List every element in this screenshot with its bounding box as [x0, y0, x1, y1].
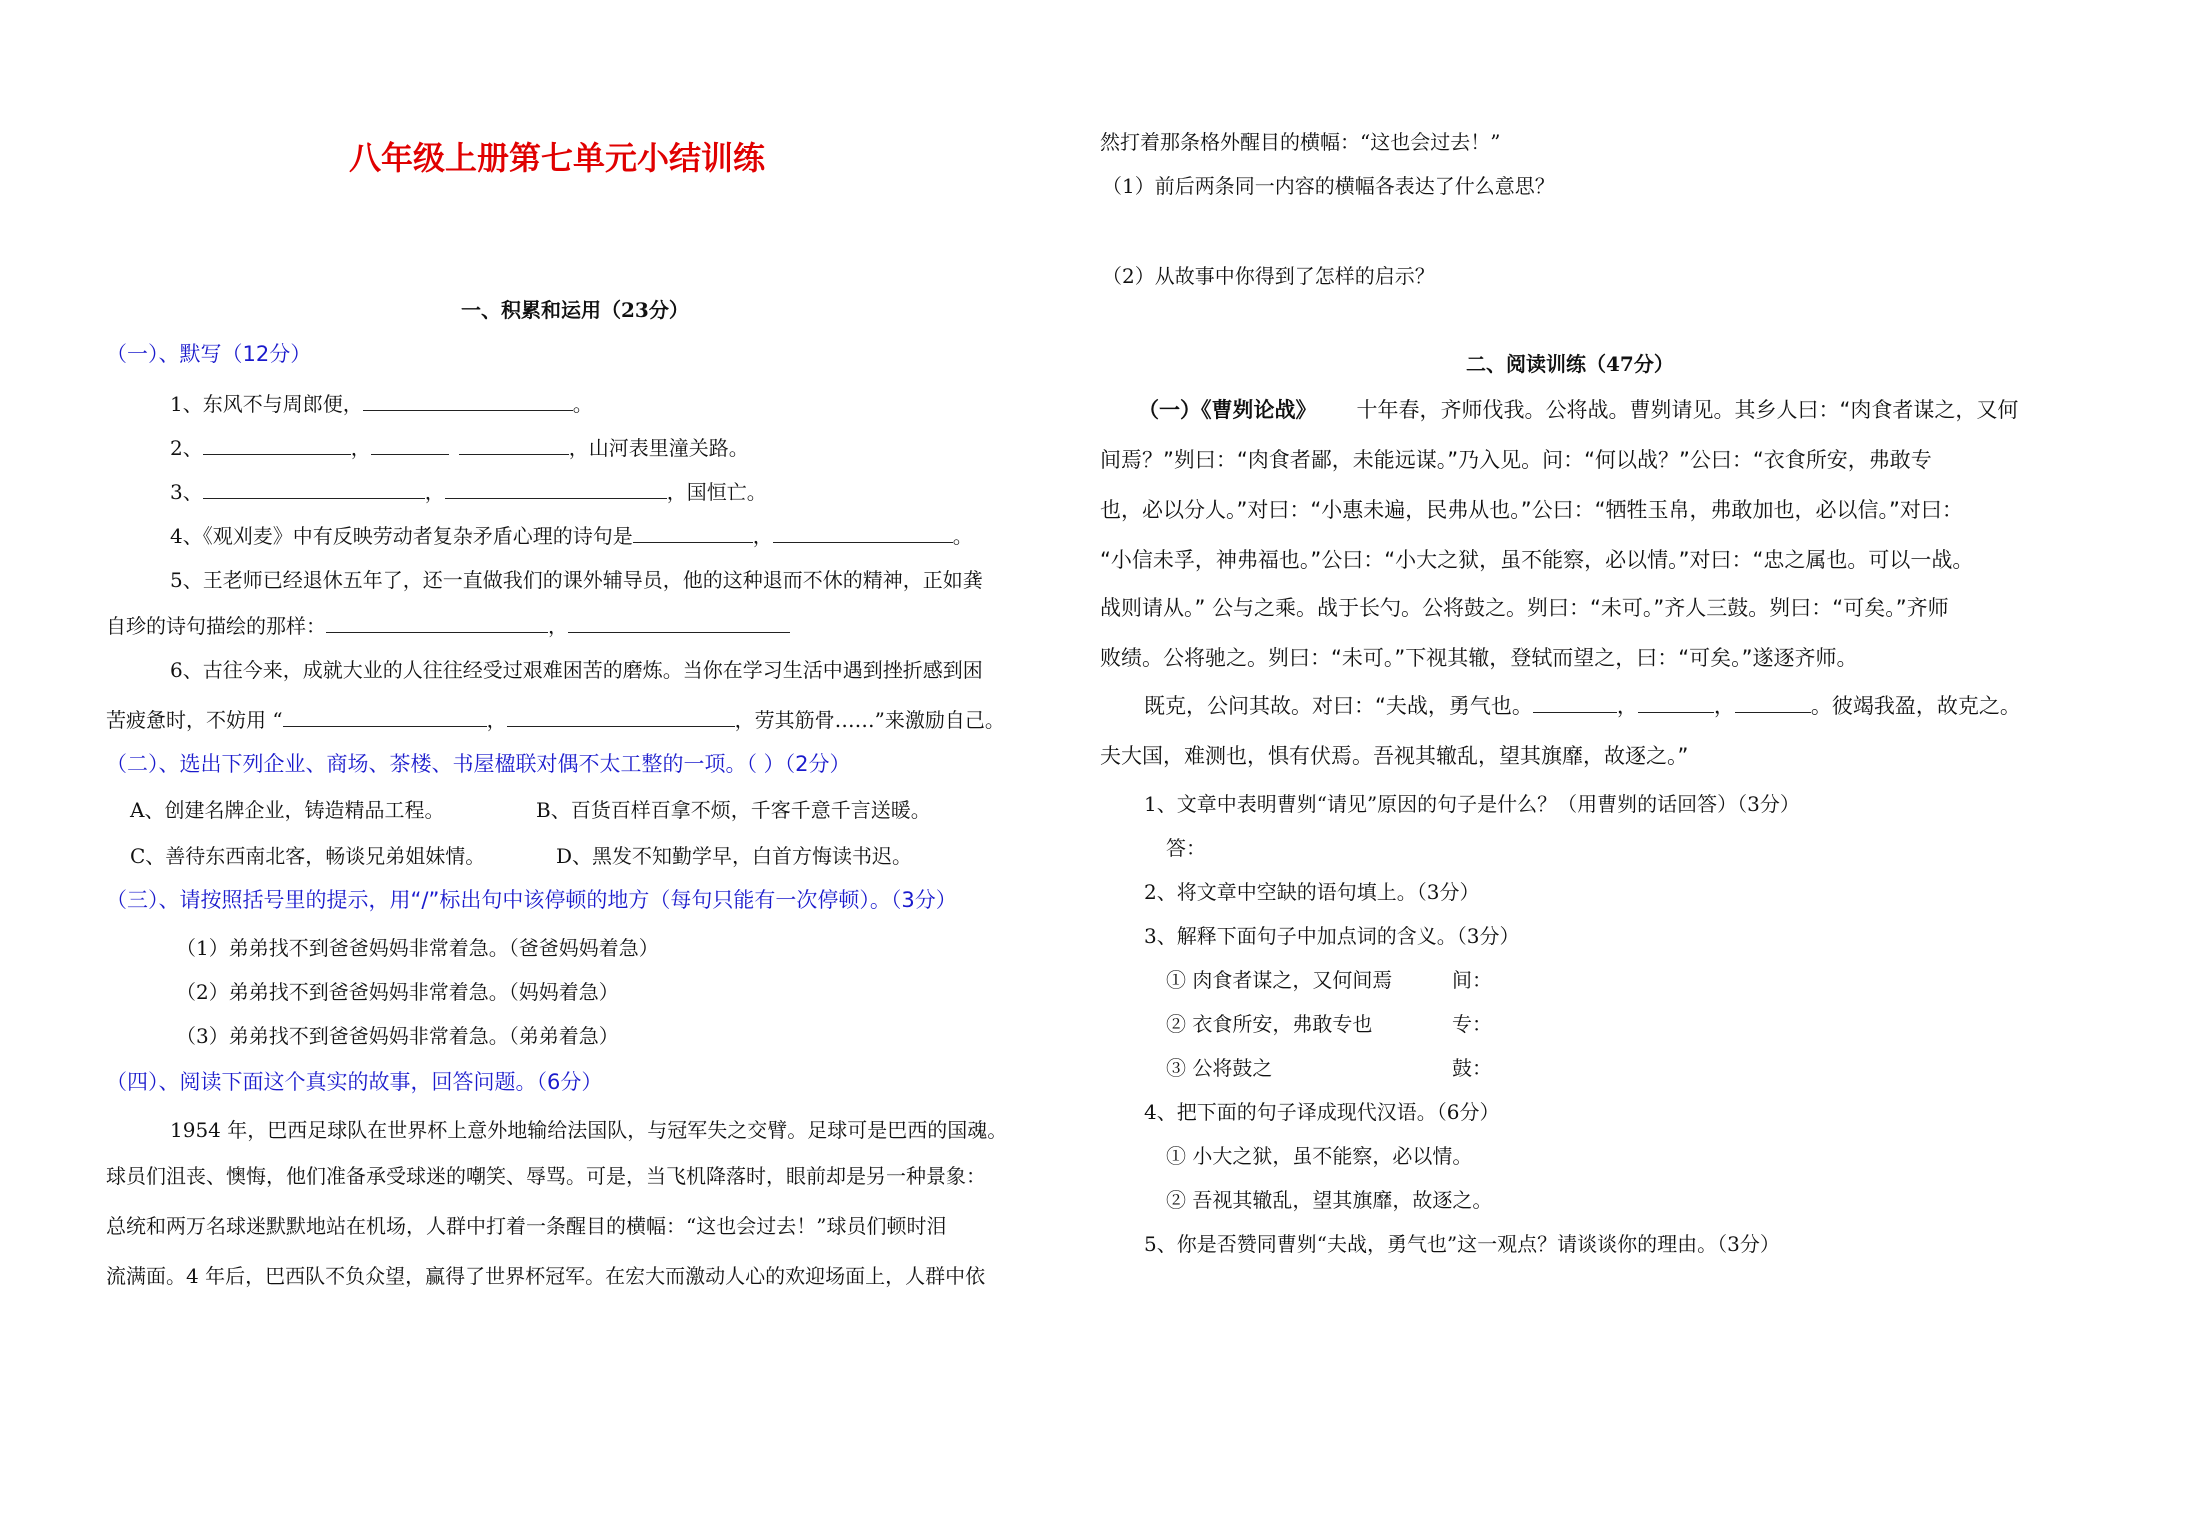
passage-line-7: [1144, 692, 2021, 720]
q6-line1: 6、古往今来，成就大业的人往往经受过艰难困苦的磨炼。当你在学习生活中遇到挫折感到困: [170, 658, 983, 682]
passage-line-6: 败绩。公将驰之。刿曰：“未可。”下视其辙，登轼而望之，曰：“可矣。”遂逐齐师。: [1100, 646, 1858, 670]
q6-text: 苦疲惫时，不妨用 “: [106, 708, 283, 732]
word-item-1-label: 间：: [1452, 968, 1492, 992]
passage-line-5: 战则请从。” 公与之乘。战于长勺。公将鼓之。刿曰：“未可。”齐人三鼓。刿曰：“可矣。”齐师: [1100, 596, 1949, 620]
story-question-1: （1）前后两条同一内容的横幅各表达了什么意思？: [1102, 174, 1555, 198]
answer-blank[interactable]: [1735, 694, 1811, 713]
part2-heading: （二）、选出下列企业、商场、茶楼、书屋楹联对偶不太工整的一项。（ ）（2分）: [106, 752, 851, 776]
answer-blank[interactable]: [773, 524, 953, 543]
reading-question-4: 4、把下面的句子译成现代汉语。（6分）: [1144, 1100, 1500, 1124]
section2-heading: 二、阅读训练（47分）: [1466, 352, 1674, 376]
q6-line2: [106, 706, 1005, 734]
option-a: A、创建名牌企业，铸造精品工程。: [130, 798, 445, 822]
story-question-2: （2）从故事中你得到了怎样的启示？: [1102, 264, 1435, 288]
q5-line2: [106, 612, 790, 640]
q1-line: [170, 390, 593, 418]
q5-text: 自珍的诗句描绘的那样：: [106, 614, 326, 638]
part4-heading: （四）、阅读下面这个真实的故事，回答问题。（6分）: [106, 1070, 603, 1094]
t7-sep1: ，: [1616, 694, 1638, 718]
answer-blank[interactable]: [203, 480, 425, 499]
q6-sep1: ，: [486, 708, 507, 732]
q4-line: [170, 522, 973, 550]
option-d: D、黑发不知勤学早，白首方悔读书迟。: [556, 844, 913, 868]
q1-end: 。: [572, 392, 593, 416]
story-line-2: 球员们沮丧、懊悔，他们准备承受球迷的嘲笑、辱骂。可是，当飞机降落时，眼前却是另一种景象：: [106, 1164, 986, 1188]
section1-heading: 一、积累和运用（23分）: [461, 298, 689, 322]
passage-text-1: 十年春，齐师伐我。公将战。曹刿请见。其乡人曰：“肉食者谋之，又何: [1356, 398, 2019, 422]
answer-blank[interactable]: [1533, 694, 1617, 713]
translate-item-1: ① 小大之狱，虽不能察，必以情。: [1166, 1144, 1473, 1168]
answer-blank[interactable]: [507, 708, 735, 727]
q3-prefix: 3、: [170, 480, 203, 504]
answer-blank[interactable]: [459, 436, 569, 455]
word-item-3: ③ 公将鼓之: [1166, 1056, 1273, 1080]
q2-sep: ，: [350, 436, 371, 460]
passage-line-3: 也，必以分人。”对曰：“小惠未遍，民弗从也。”公曰：“牺牲玉帛，弗敢加也，必以信。”对曰：: [1100, 498, 1963, 522]
q4-sep: ，: [752, 524, 773, 548]
story-line-5: 然打着那条格外醒目的横幅：“这也会过去！”: [1100, 130, 1501, 154]
answer-blank[interactable]: [371, 436, 449, 455]
q2-end: ，山河表里潼关路。: [568, 436, 749, 460]
q3-end: ，国恒亡。: [666, 480, 767, 504]
q2-prefix: 2、: [170, 436, 203, 460]
passage-line-8: 夫大国，难测也，惧有伏焉。吾视其辙乱，望其旗靡，故逐之。”: [1100, 744, 1689, 768]
pause-sentence-1: （1）弟弟找不到爸爸妈妈非常着急。（爸爸妈妈着急）: [176, 936, 659, 960]
answer-blank[interactable]: [445, 480, 667, 499]
pause-sentence-3: （3）弟弟找不到爸爸妈妈非常着急。（弟弟着急）: [176, 1024, 619, 1048]
reading-question-2: 2、将文章中空缺的语句填上。（3分）: [1144, 880, 1480, 904]
answer-blank[interactable]: [633, 524, 753, 543]
q1-text: 1、东风不与周郎便，: [170, 392, 363, 416]
q4-end: 。: [952, 524, 973, 548]
story-line-1: 1954 年，巴西足球队在世界杯上意外地输给法国队，与冠军失之交臂。足球可是巴西的国魂。: [170, 1118, 1008, 1142]
q3-sep: ，: [424, 480, 445, 504]
answer-blank[interactable]: [283, 708, 487, 727]
answer-blank[interactable]: [568, 614, 790, 633]
pause-sentence-2: （2）弟弟找不到爸爸妈妈非常着急。（妈妈着急）: [176, 980, 619, 1004]
part3-heading: （三）、请按照括号里的提示，用“/”标出句中该停顿的地方（每句只能有一次停顿）。（3分）: [106, 888, 957, 912]
page-title: 八年级上册第七单元小结训练: [349, 139, 766, 177]
translate-item-2: ② 吾视其辙乱，望其旗靡，故逐之。: [1166, 1188, 1493, 1212]
word-item-2-label: 专：: [1452, 1012, 1492, 1036]
t7-end: 。彼竭我盈，故克之。: [1810, 694, 2021, 718]
answer-blank[interactable]: [203, 436, 351, 455]
passage-line-1: [1138, 396, 2018, 424]
option-c: C、善待东西南北客，畅谈兄弟姐妹情。: [130, 844, 486, 868]
t7-sep2: ，: [1713, 694, 1735, 718]
q4-text: 4、《观刈麦》中有反映劳动者复杂矛盾心理的诗句是: [170, 524, 633, 548]
story-line-4: 流满面。4 年后，巴西队不负众望，赢得了世界杯冠军。在宏大而激动人心的欢迎场面上，人群中依: [106, 1264, 986, 1288]
q5-sep: ，: [548, 614, 568, 638]
word-item-2: ② 衣食所安，弗敢专也: [1166, 1012, 1373, 1036]
q6-end: ，劳其筋骨……”来激励自己。: [734, 708, 1005, 732]
answer-blank[interactable]: [326, 614, 548, 633]
reading-question-5: 5、你是否赞同曹刿“夫战，勇气也”这一观点？请谈谈你的理由。（3分）: [1144, 1232, 1780, 1256]
reading-question-3: 3、解释下面句子中加点词的含义。（3分）: [1144, 924, 1520, 948]
word-item-3-label: 鼓：: [1452, 1056, 1492, 1080]
q5-line1: 5、王老师已经退休五年了，还一直做我们的课外辅导员，他的这种退而不休的精神，正如龚: [170, 568, 983, 592]
option-b: B、百货百样百拿不烦，千客千意千言送暖。: [536, 798, 931, 822]
word-item-1: ① 肉食者谋之，又何间焉: [1166, 968, 1393, 992]
answer-blank[interactable]: [363, 392, 573, 411]
passage-line-2: 间焉？”刿曰：“肉食者鄙，未能远谋。”乃入见。问：“何以战？”公曰：“衣食所安，弗敢专: [1100, 448, 1932, 472]
passage-text-7: 既克，公问其故。对曰：“夫战，勇气也。: [1144, 694, 1533, 718]
passage-title: （一）《曹刿论战》: [1138, 398, 1317, 422]
reading-question-1: 1、文章中表明曹刿“请见”原因的句子是什么？（用曹刿的话回答）（3分）: [1144, 792, 1800, 816]
q2-line: [170, 434, 749, 462]
answer-blank[interactable]: [1638, 694, 1714, 713]
q3-line: [170, 478, 767, 506]
part1-heading: （一）、默写（12分）: [106, 342, 312, 366]
story-line-3: 总统和两万名球迷默默地站在机场，人群中打着一条醒目的横幅：“这也会过去！”球员们顿时泪: [106, 1214, 947, 1238]
reading-answer-label: 答：: [1166, 836, 1206, 860]
passage-line-4: “小信未孚，神弗福也。”公曰：“小大之狱，虽不能察，必以情。”对曰：“忠之属也。可以一战。: [1100, 548, 1974, 572]
